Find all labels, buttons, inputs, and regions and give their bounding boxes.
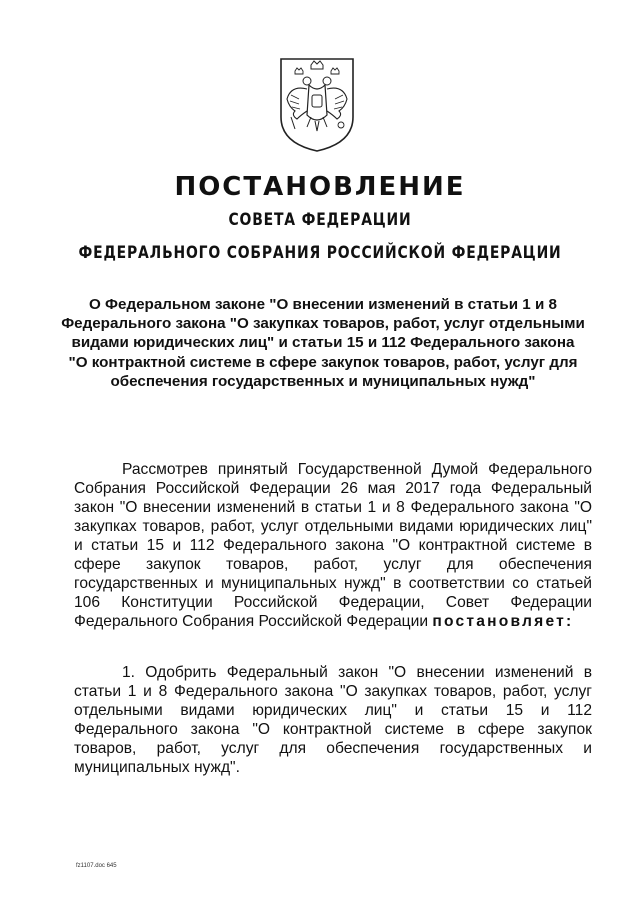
body-paragraph-2: 1. Одобрить Федеральный закон "О внесении изменений в статьи 1 и 8 Федерального закона "О закупках товаров, работ, услуг отдельными видами юридических лиц" и статьи 15 и 112 Федерального закона "О контрактной системе в сфере закупок товаров, работ, услуг для обеспечения государственных и муниципальных нужд".: [74, 664, 592, 776]
russian-coat-of-arms-icon: [277, 55, 357, 153]
decree-word: постановляет:: [432, 613, 574, 630]
document-title: ПОСТАНОВЛЕНИЕ: [174, 172, 466, 202]
footer-file-ref: fz1107.doc 645: [76, 863, 117, 869]
document-subtitle-line2: ФЕДЕРАЛЬНОГО СОБРАНИЯ РОССИЙСКОЙ ФЕДЕРАЦИИ: [78, 243, 562, 263]
document-subject: О Федеральном законе "О внесении изменений в статьи 1 и 8 Федерального закона "О закупках товаров, работ, услуг отдельными видами юридических лиц" и статьи 15 и 112 Федерального закона "О контрактной системе в сфере закупок товаров, работ, услуг для обеспечения государственных и муниципальных нужд": [61, 296, 585, 390]
document-subtitle-line1: СОВЕТА ФЕДЕРАЦИИ: [228, 210, 412, 230]
paragraph-1-text: Рассмотрев принятый Государственной Думой Федерального Собрания Российской Федерации 26 мая 2017 года Федеральный закон "О внесении изменений в статьи 1 и 8 Федерального закона "О закупках товаров, работ, услуг отдельными видами юридических лиц" и статьи 15 и 112 Федерального закона "О контрактной системе в сфере закупок товаров, работ, услуг для обеспечения государственных и муниципальных нужд" в соответствии со статьей 106 Конституции Российской Федерации, Совет Федерации Федерального Собрания Российской Федерации: [74, 461, 592, 630]
body-paragraph-1: [74, 460, 592, 631]
